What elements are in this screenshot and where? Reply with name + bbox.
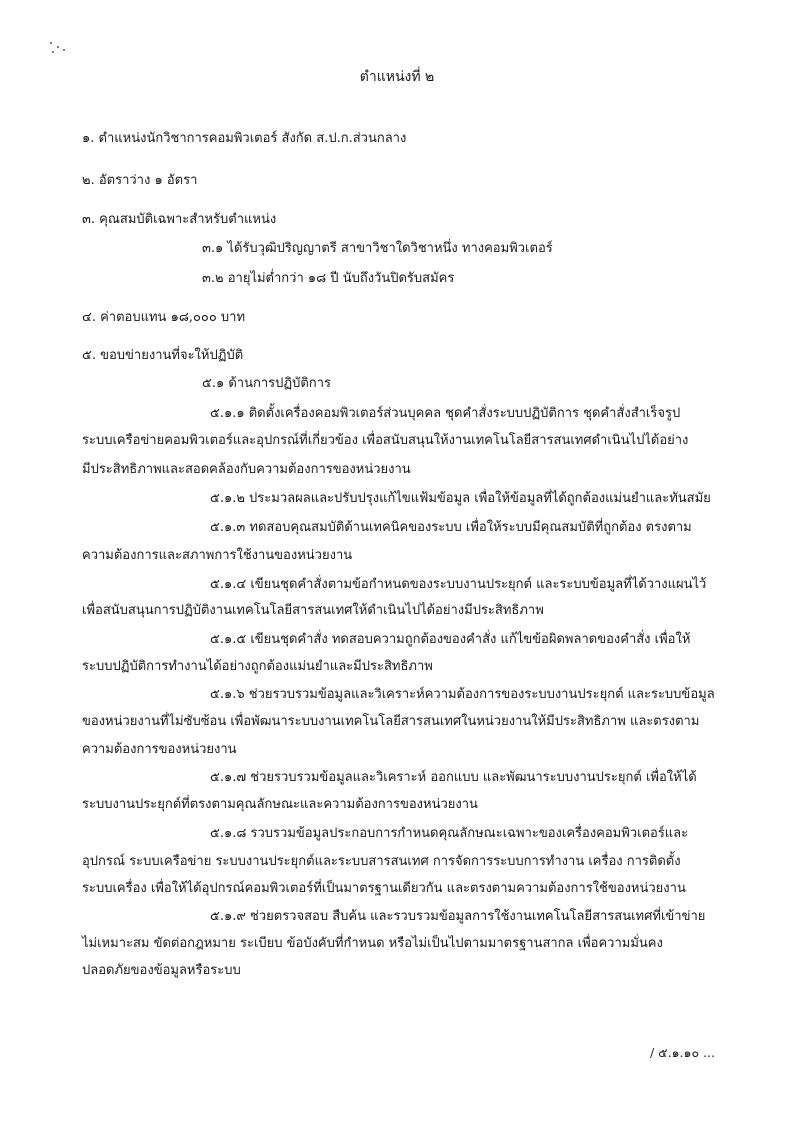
para-5-1-6-line-3: ความต้องการของหน่วยงาน <box>82 742 237 757</box>
para-5-1-1-line-1: ๕.๑.๑ ติดตั้งเครื่องคอมพิวเตอร์ส่วนบุคคล ชุดคำสั่งระบบปฏิบัติการ ชุดคำสั่งสำเร็จรูป <box>210 406 681 421</box>
para-5-1-1-line-2: ระบบเครือข่ายคอมพิวเตอร์และอุปกรณ์ที่เกี่ยวข้อง เพื่อสนับสนุนให้งานเทคโนโลยีสารสนเทศดำเนินไปได้อย่าง <box>82 433 689 448</box>
para-5-1-7-line-2: ระบบงานประยุกต์ที่ตรงตามคุณลักษณะและความต้องการของหน่วยงาน <box>82 797 478 812</box>
para-5-1-9-line-3: ปลอดภัยของข้อมูลหรือระบบ <box>82 963 241 978</box>
para-5-1-4-line-2: เพื่อสนับสนุนการปฏิบัติงานเทคโนโลยีสารสนเทศให้ดำเนินไปได้อย่างมีประสิทธิภาพ <box>82 603 544 618</box>
item-5-1: ๕.๑ ด้านการปฏิบัติการ <box>202 376 331 391</box>
scan-specks <box>48 40 70 56</box>
para-5-1-1-line-3: มีประสิทธิภาพและสอดคล้องกับความต้องการของหน่วยงาน <box>82 462 411 477</box>
para-5-1-4-line-1: ๕.๑.๔ เขียนชุดคำสั่งตามข้อกำหนดของระบบงานประยุกต์ และระบบข้อมูลที่ได้วางแผนไว้ <box>210 577 707 592</box>
para-5-1-7-line-1: ๕.๑.๗ ช่วยรวบรวมข้อมูลและวิเคราะห์ ออกแบบ และพัฒนาระบบงานประยุกต์ เพื่อให้ได้ <box>210 770 697 785</box>
item-4: ๔. ค่าตอบแทน ๑๘,๐๐๐ บาท <box>82 310 246 325</box>
continuation-marker: / ๕.๑.๑๐ ... <box>650 1045 715 1060</box>
para-5-1-8-line-1: ๕.๑.๘ รวบรวมข้อมูลประกอบการกำหนดคุณลักษณะเฉพาะของเครื่องคอมพิวเตอร์และ <box>210 826 689 841</box>
page-title: ตำแหน่งที่ ๒ <box>359 69 435 85</box>
item-2: ๒. อัตราว่าง ๑ อัตรา <box>82 173 198 188</box>
item-3-1: ๓.๑ ได้รับวุฒิปริญญาตรี สาขาวิชาใดวิชาหนึ่ง ทางคอมพิวเตอร์ <box>202 241 553 256</box>
item-3-2: ๓.๒ อายุไม่ต่ำกว่า ๑๘ ปี นับถึงวันปิดรับสมัคร <box>202 271 455 286</box>
para-5-1-2-line-1: ๕.๑.๒ ประมวลผลและปรับปรุงแก้ไขแฟ้มข้อมูล เพื่อให้ข้อมูลที่ได้ถูกต้องแม่นยำและทันสมัย <box>210 491 711 506</box>
item-1: ๑. ตำแหน่งนักวิชาการคอมพิวเตอร์ สังกัด ส.ป.ก.ส่วนกลาง <box>82 131 407 146</box>
para-5-1-8-line-2: อุปกรณ์ ระบบเครือข่าย ระบบงานประยุกต์และระบบสารสนเทศ การจัดการระบบการทำงาน เครื่อง การติดตั้ง <box>82 854 681 869</box>
para-5-1-6-line-2: ของหน่วยงานที่ไม่ซับซ้อน เพื่อพัฒนาระบบงานเทคโนโลยีสารสนเทศในหน่วยงานให้มีประสิทธิภาพ และตรงตาม <box>82 714 700 729</box>
para-5-1-3-line-1: ๕.๑.๓ ทดสอบคุณสมบัติด้านเทคนิคของระบบ เพื่อให้ระบบมีคุณสมบัติที่ถูกต้อง ตรงตาม <box>210 520 692 535</box>
item-5: ๕. ขอบข่ายงานที่จะให้ปฏิบัติ <box>82 348 244 363</box>
para-5-1-3-line-2: ความต้องการและสภาพการใช้งานของหน่วยงาน <box>82 548 353 563</box>
para-5-1-5-line-1: ๕.๑.๕ เขียนชุดคำสั่ง ทดสอบความถูกต้องของคำสั่ง แก้ไขข้อผิดพลาดของคำสั่ง เพื่อให้ <box>210 632 691 647</box>
item-3: ๓. คุณสมบัติเฉพาะสำหรับตำแหน่ง <box>82 212 277 227</box>
para-5-1-5-line-2: ระบบปฏิบัติการทำงานได้อย่างถูกต้องแม่นยำและมีประสิทธิภาพ <box>82 659 433 674</box>
para-5-1-8-line-3: ระบบเครื่อง เพื่อให้ได้อุปกรณ์คอมพิวเตอร์ที่เป็นมาตรฐานเดียวกัน และตรงตามความต้องการใช้ของหน่วยงาน <box>82 881 686 896</box>
para-5-1-6-line-1: ๕.๑.๖ ช่วยรวบรวมข้อมูลและวิเคราะห์ความต้องการของระบบงานประยุกต์ และระบบข้อมูล <box>210 687 715 702</box>
para-5-1-9-line-2: ไม่เหมาะสม ขัดต่อกฎหมาย ระเบียบ ข้อบังคับที่กำหนด หรือไม่เป็นไปตามมาตรฐานสากล เพื่อความมั่นคง <box>82 936 663 951</box>
para-5-1-9-line-1: ๕.๑.๙ ช่วยตรวจสอบ สืบค้น และรวบรวมข้อมูลการใช้งานเทคโนโลยีสารสนเทศที่เข้าข่าย <box>210 909 706 924</box>
